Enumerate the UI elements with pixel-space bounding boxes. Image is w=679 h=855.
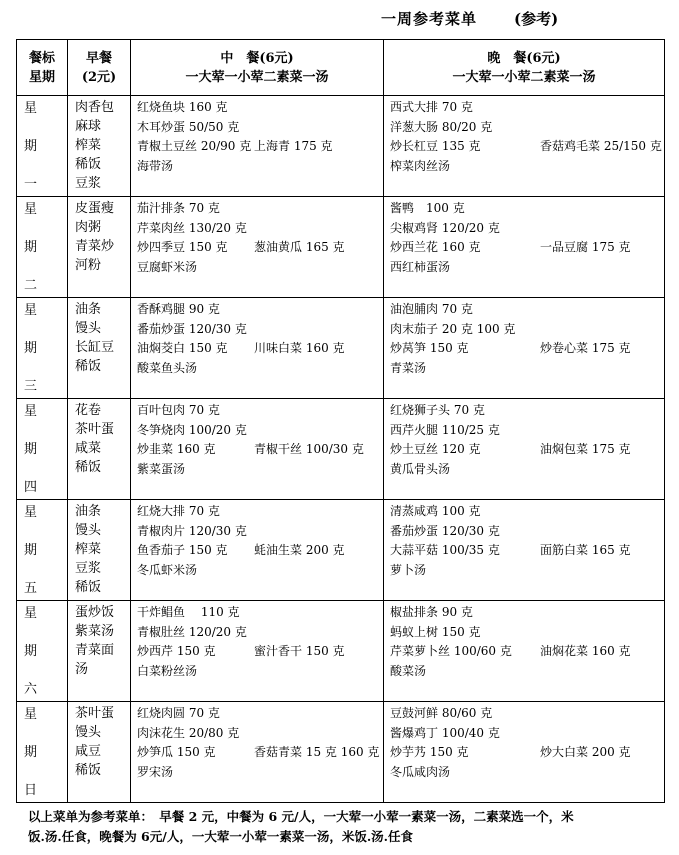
- lunch-cell: [131, 399, 384, 500]
- dish-line: [137, 522, 383, 542]
- dish-item: 肉末茄子 20 克 100 克: [390, 321, 516, 336]
- breakfast-item: 肉粥: [75, 220, 102, 235]
- dish-item: 芹菜肉丝 130/20 克: [137, 220, 247, 235]
- dish-line: [137, 199, 383, 219]
- breakfast-item: 青菜炒: [75, 239, 115, 254]
- dish-item: 红烧肉圆 70 克: [137, 706, 220, 720]
- dish-item: 冬瓜虾米汤: [137, 562, 198, 577]
- breakfast-cell: [68, 399, 131, 500]
- dish-item: 青椒肉片 120/30 克: [137, 523, 247, 538]
- lunch-cell: [131, 96, 384, 197]
- dish-item: 炒西芹 150 克: [137, 644, 216, 658]
- dish-line: [390, 300, 664, 320]
- breakfast-item: 油条: [75, 504, 102, 519]
- dish-line: [137, 421, 383, 441]
- dish-line: [137, 623, 383, 643]
- dish-line: [390, 199, 664, 219]
- day-row: [17, 399, 665, 500]
- breakfast-item: 稀饭: [75, 763, 102, 778]
- breakfast-item: 稀饭: [75, 359, 102, 374]
- dish-item: 番茄炒蛋 120/30 克: [390, 523, 500, 538]
- dish-line: [390, 743, 664, 763]
- breakfast-item: 咸豆: [75, 744, 102, 759]
- footer-note: [28, 807, 658, 847]
- dish-item: 炒芋艿 150 克: [390, 745, 469, 759]
- footer-line1: 以上菜单为参考菜单： 早餐 2 元，中餐为 6 元/人，一大荤一小荤一素菜一汤，二素菜选一个，米: [28, 809, 574, 824]
- header-breakfast-line1: 早餐: [85, 50, 112, 66]
- dish-item: 黄瓜骨头汤: [390, 461, 451, 476]
- dinner-cell: [384, 197, 665, 298]
- day-char: 期: [24, 543, 38, 558]
- dish-item: 芹菜萝卜丝 100/60 克: [390, 644, 512, 658]
- day-row: [17, 96, 665, 197]
- dish-item: 罗宋汤: [137, 764, 174, 779]
- day-char: 二: [24, 278, 38, 293]
- dish-item-secondary: 一品豆腐 175 克: [540, 240, 631, 254]
- dish-line: [390, 157, 664, 177]
- dish-line: [137, 460, 383, 480]
- breakfast-item: 汤: [75, 662, 89, 677]
- header-lunch-line2: 一大荤一小荤二素菜一汤: [185, 69, 329, 85]
- dish-line: [390, 522, 664, 542]
- day-char: 六: [24, 682, 38, 697]
- dish-item: 红烧鱼块 160 克: [137, 100, 228, 114]
- dish-line: [137, 320, 383, 340]
- day-char: 日: [24, 783, 38, 798]
- dish-item: 西芹火腿 110/25 克: [390, 422, 500, 437]
- breakfast-item: 长缸豆: [75, 340, 115, 355]
- dish-item: 油焖茭白 150 克: [137, 341, 228, 355]
- dish-line: [137, 440, 383, 460]
- day-cell: [17, 702, 68, 803]
- day-char: 期: [24, 139, 38, 154]
- dish-item: 油泡脯肉 70 克: [390, 302, 473, 316]
- day-cell: [17, 298, 68, 399]
- dish-line: [137, 401, 383, 421]
- day-char: 期: [24, 240, 38, 255]
- dish-item: 海带汤: [137, 158, 174, 173]
- day-char: 五: [24, 581, 38, 596]
- day-char: 星: [24, 202, 38, 217]
- breakfast-item: 咸菜: [75, 441, 102, 456]
- dish-line: [390, 258, 664, 278]
- dish-line: [390, 603, 664, 623]
- lunch-cell: [131, 197, 384, 298]
- dish-item: 萝卜汤: [390, 562, 427, 577]
- dish-line: [137, 642, 383, 662]
- dish-item: 红烧狮子头 70 克: [390, 403, 485, 417]
- dish-line: [137, 300, 383, 320]
- dish-item: 西式大排 70 克: [390, 100, 473, 114]
- dish-line: [137, 339, 383, 359]
- dinner-cell: [384, 500, 665, 601]
- breakfast-item: 青菜面: [75, 643, 115, 658]
- dish-line: [137, 662, 383, 682]
- dish-item-secondary: 蚝油生菜 200 克: [254, 543, 345, 557]
- day-char: 星: [24, 101, 38, 116]
- dish-line: [137, 541, 383, 561]
- dish-line: [390, 440, 664, 460]
- dish-line: [390, 541, 664, 561]
- dish-line: [137, 561, 383, 581]
- day-char: 期: [24, 644, 38, 659]
- dish-item: 木耳炒蛋 50/50 克: [137, 119, 240, 134]
- dinner-cell: [384, 702, 665, 803]
- breakfast-item: 稀饭: [75, 157, 102, 172]
- breakfast-item: 肉香包: [75, 100, 115, 115]
- dish-line: [137, 763, 383, 783]
- dish-item-secondary: 青椒干丝 100/30 克: [254, 442, 364, 456]
- header-day-line2: 星期: [28, 69, 55, 85]
- breakfast-item: 皮蛋瘦: [75, 201, 115, 216]
- dish-item: 炒莴笋 150 克: [390, 341, 469, 355]
- breakfast-item: 榨菜: [75, 542, 102, 557]
- breakfast-cell: [68, 601, 131, 702]
- dish-line: [390, 137, 664, 157]
- day-char: 星: [24, 505, 38, 520]
- dish-item: 红烧大排 70 克: [137, 504, 220, 518]
- dish-item: 尖椒鸡肾 120/20 克: [390, 220, 500, 235]
- day-char: 期: [24, 745, 38, 760]
- dish-line: [137, 258, 383, 278]
- dish-line: [390, 724, 664, 744]
- header-dinner-line2: 一大荤一小荤二素菜一汤: [452, 69, 596, 85]
- header-breakfast-line2: (2元): [81, 69, 117, 85]
- breakfast-item: 馒头: [75, 725, 102, 740]
- breakfast-item: 馒头: [75, 523, 102, 538]
- dish-line: [137, 219, 383, 239]
- breakfast-item: 豆浆: [75, 561, 102, 576]
- dish-item-secondary: 油焖包菜 175 克: [540, 442, 631, 456]
- dish-item-secondary: 炒大白菜 200 克: [540, 745, 631, 759]
- dish-item-secondary: 香菇鸡毛菜 25/150 克: [540, 139, 662, 153]
- dish-item: 青菜汤: [390, 360, 427, 375]
- dish-item: 冬笋烧肉 100/20 克: [137, 422, 247, 437]
- dinner-cell: [384, 399, 665, 500]
- dish-item: 炒四季豆 150 克: [137, 240, 228, 254]
- day-cell: [17, 399, 68, 500]
- dish-item-secondary: 油焖花菜 160 克: [540, 644, 631, 658]
- dish-line: [390, 421, 664, 441]
- dish-item: 肉沫花生 20/80 克: [137, 725, 240, 740]
- dish-item-secondary: 蜜汁香干 150 克: [254, 644, 345, 658]
- lunch-cell: [131, 500, 384, 601]
- breakfast-cell: [68, 96, 131, 197]
- dish-item: 豆腐虾米汤: [137, 259, 198, 274]
- breakfast-item: 河粉: [75, 258, 102, 273]
- dish-item: 炒长杠豆 135 克: [390, 139, 481, 153]
- dish-item-secondary: 面筋白菜 165 克: [540, 543, 631, 557]
- breakfast-cell: [68, 298, 131, 399]
- dish-line: [137, 704, 383, 724]
- dish-line: [390, 98, 664, 118]
- dish-item: 榨菜肉丝汤: [390, 158, 451, 173]
- day-rows: [17, 96, 665, 803]
- dish-item: 百叶包肉 70 克: [137, 403, 220, 417]
- header-lunch: [131, 40, 384, 96]
- page-title: 一周参考菜单: [381, 10, 478, 28]
- day-char: 四: [24, 480, 38, 495]
- breakfast-cell: [68, 500, 131, 601]
- dish-item: 冬瓜咸肉汤: [390, 764, 451, 779]
- day-char: 星: [24, 303, 38, 318]
- dish-item: 番茄炒蛋 120/30 克: [137, 321, 247, 336]
- dish-item: 洋葱大肠 80/20 克: [390, 119, 493, 134]
- lunch-cell: [131, 702, 384, 803]
- breakfast-item: 茶叶蛋: [75, 706, 115, 721]
- dish-item: 大蒜平菇 100/35 克: [390, 543, 500, 557]
- dish-line: [137, 359, 383, 379]
- dish-item: 炒西兰花 160 克: [390, 240, 481, 254]
- breakfast-item: 豆浆: [75, 176, 102, 191]
- dish-line: [390, 561, 664, 581]
- dish-item: 西红柿蛋汤: [390, 259, 451, 274]
- breakfast-cell: [68, 197, 131, 298]
- dish-item: 干炸鲳鱼 110 克: [137, 605, 240, 619]
- header-lunch-line1: 中 餐(6元): [220, 50, 294, 66]
- dish-item-secondary: 葱油黄瓜 165 克: [254, 240, 345, 254]
- dish-line: [137, 137, 383, 157]
- day-row: [17, 601, 665, 702]
- dish-line: [137, 157, 383, 177]
- breakfast-item: 榨菜: [75, 138, 102, 153]
- dish-line: [390, 339, 664, 359]
- dinner-cell: [384, 298, 665, 399]
- dish-item: 茄汁排条 70 克: [137, 201, 220, 215]
- day-cell: [17, 96, 68, 197]
- dish-item: 香酥鸡腿 90 克: [137, 302, 220, 316]
- dish-line: [390, 502, 664, 522]
- day-row: [17, 702, 665, 803]
- day-char: 星: [24, 404, 38, 419]
- day-row: [17, 298, 665, 399]
- day-row: [17, 500, 665, 601]
- dish-line: [390, 460, 664, 480]
- dish-item: 炒土豆丝 120 克: [390, 442, 481, 456]
- dish-line: [390, 642, 664, 662]
- day-char: 三: [24, 379, 38, 394]
- dish-item: 白菜粉丝汤: [137, 663, 198, 678]
- dish-line: [137, 603, 383, 623]
- header-breakfast: [68, 40, 131, 96]
- dish-item: 椒盐排条 90 克: [390, 605, 473, 619]
- dish-line: [137, 118, 383, 138]
- dish-line: [390, 704, 664, 724]
- dish-item: 炒韭菜 160 克: [137, 442, 216, 456]
- dish-line: [390, 763, 664, 783]
- page-subtitle: (参考): [514, 10, 559, 28]
- header-day-line1: 餐标: [28, 50, 55, 66]
- day-char: 星: [24, 606, 38, 621]
- dish-line: [390, 401, 664, 421]
- dish-item: 酸菜汤: [390, 663, 427, 678]
- dish-line: [390, 238, 664, 258]
- breakfast-item: 油条: [75, 302, 102, 317]
- day-cell: [17, 601, 68, 702]
- day-cell: [17, 197, 68, 298]
- dish-item: 酱爆鸡丁 100/40 克: [390, 725, 500, 740]
- dish-line: [390, 118, 664, 138]
- dish-line: [390, 219, 664, 239]
- header-day: [17, 40, 68, 96]
- dish-line: [390, 359, 664, 379]
- breakfast-item: 稀饭: [75, 580, 102, 595]
- dish-item: 紫菜蛋汤: [137, 461, 186, 476]
- table-header-row: [17, 40, 665, 96]
- dish-item: 清蒸咸鸡 100 克: [390, 504, 481, 518]
- header-dinner: [384, 40, 665, 96]
- breakfast-item: 麻球: [75, 119, 102, 134]
- dish-line: [390, 623, 664, 643]
- breakfast-item: 紫菜汤: [75, 624, 115, 639]
- weekly-menu-table: [16, 39, 665, 803]
- lunch-cell: [131, 298, 384, 399]
- dish-item-secondary: 川味白菜 160 克: [254, 341, 345, 355]
- dish-line: [137, 743, 383, 763]
- lunch-cell: [131, 601, 384, 702]
- dish-item-secondary: 炒卷心菜 175 克: [540, 341, 631, 355]
- dish-line: [137, 98, 383, 118]
- day-char: 期: [24, 341, 38, 356]
- breakfast-cell: [68, 702, 131, 803]
- breakfast-item: 茶叶蛋: [75, 422, 115, 437]
- dish-item-secondary: 上海青 175 克: [254, 139, 333, 153]
- footer-line2: 饭.汤.任食，晚餐为 6元/人，一大荤一小荤一素菜一汤，米饭.汤.任食: [28, 829, 414, 844]
- dish-item: 炒笋瓜 150 克: [137, 745, 216, 759]
- dish-item: 蚂蚁上树 150 克: [390, 624, 481, 639]
- breakfast-item: 蛋炒饭: [75, 605, 115, 620]
- title-bar: [0, 4, 679, 30]
- dinner-cell: [384, 96, 665, 197]
- breakfast-item: 花卷: [75, 403, 102, 418]
- dish-line: [137, 724, 383, 744]
- dish-line: [137, 238, 383, 258]
- breakfast-item: 稀饭: [75, 460, 102, 475]
- dish-item: 青椒土豆丝 20/90 克: [137, 139, 252, 153]
- dish-item: 酸菜鱼头汤: [137, 360, 198, 375]
- dish-item: 青椒肚丝 120/20 克: [137, 624, 247, 639]
- dinner-cell: [384, 601, 665, 702]
- day-char: 一: [24, 177, 38, 192]
- breakfast-item: 馒头: [75, 321, 102, 336]
- day-char: 期: [24, 442, 38, 457]
- dish-line: [390, 320, 664, 340]
- dish-line: [137, 502, 383, 522]
- dish-item: 鱼香茄子 150 克: [137, 543, 228, 557]
- dish-line: [390, 662, 664, 682]
- dish-item: 豆鼓河鲜 80/60 克: [390, 706, 493, 720]
- day-row: [17, 197, 665, 298]
- day-char: 星: [24, 707, 38, 722]
- dish-item-secondary: 香菇青菜 15 克 160 克: [254, 745, 380, 759]
- dish-item: 酱鸭 100 克: [390, 201, 465, 215]
- header-dinner-line1: 晚 餐(6元): [487, 50, 561, 66]
- day-cell: [17, 500, 68, 601]
